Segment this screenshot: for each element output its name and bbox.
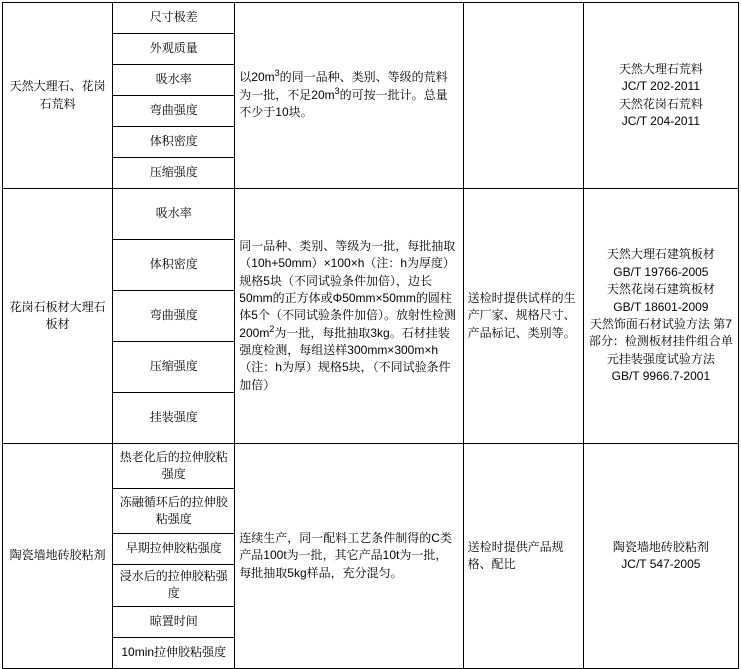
standard-line: 天然饰面石材试验方法 第7部分：检测板材挂件组合单元挂装强度试验方法 <box>588 317 733 366</box>
item-cell: 体积密度 <box>113 127 235 158</box>
sampling-text-part: 同一品种、类别、等级为一批，每批抽取（10h+50mm）×100×h（注：h为厚度）规格5块（不同试验条件加倍），边长50mm的正方体或Φ50mm×50mm的圆柱体5个（不同试验条件加倍）。放射性检测$200m^2$为一批，每批抽取3kg。石材挂装强度检测，每组送样300mm×300m×h（注：h为厚）规格5块，（不同试验条件加倍） <box>239 238 456 392</box>
item-cell: 晾置时间 <box>113 606 235 637</box>
item-cell: 弯曲强度 <box>113 96 235 127</box>
item-cell: 吸水率 <box>113 189 235 240</box>
item-cell: 外观质量 <box>113 34 235 65</box>
item-cell: 浸水后的拉伸胶粘强度 <box>113 565 235 607</box>
category-cell-1: 天然大理石、花岗石荒料 <box>3 3 113 189</box>
document-page <box>0 2 741 660</box>
item-cell: 压缩强度 <box>113 342 235 393</box>
standard-cell-1 <box>583 3 738 189</box>
standard-cell-3 <box>583 444 738 669</box>
item-cell: 吸水率 <box>113 65 235 96</box>
standard-line: JC/T 547-2005 <box>621 556 701 571</box>
table-row <box>3 189 739 240</box>
superscript: 3 <box>274 68 280 79</box>
category-cell-2: 花岗石板材大理石板材 <box>3 189 113 444</box>
standard-cell-2 <box>583 189 738 444</box>
standard-line: JC/T 204-2011 <box>621 113 701 128</box>
sampling-text-part: 以$20m^3$的同一品种、类别、等级的荒料为一批，不足$20m^3$的可按一批计。总量不少于10块。 <box>239 68 448 120</box>
standard-line: 天然大理石荒料 <box>618 61 703 76</box>
provide-cell-3: 送检时提供产品规格、配比 <box>463 444 583 669</box>
standard-line: 天然花岗石建筑板材 <box>606 282 715 297</box>
item-cell: 弯曲强度 <box>113 291 235 342</box>
sampling-cell-2 <box>235 189 463 444</box>
sampling-text-part: 连续生产，同一配料工艺条件制得的C类产品100t为一批，其它产品10t为一批，每批抽取5kg样品，充分混匀。 <box>239 530 452 580</box>
item-cell: 10min拉伸胶粘强度 <box>113 637 235 668</box>
category-cell-3: 陶瓷墙地砖胶粘剂 <box>3 444 113 669</box>
standard-line: 天然花岗石荒料 <box>618 96 703 111</box>
specification-table <box>2 2 739 669</box>
provide-cell-2: 送检时提供试样的生产厂家、规格尺寸、产品标记、类别等。 <box>463 189 583 444</box>
item-cell: 热老化后的拉伸胶粘强度 <box>113 444 235 489</box>
sampling-cell-3 <box>235 444 463 669</box>
table-row <box>3 444 739 489</box>
superscript: 3 <box>334 85 340 96</box>
standard-line: 陶瓷墙地砖胶粘剂 <box>612 539 709 554</box>
item-cell: 体积密度 <box>113 240 235 291</box>
superscript: 2 <box>269 323 275 334</box>
standard-line: GB/T 18601-2009 <box>613 299 709 314</box>
standard-line: JC/T 202-2011 <box>621 79 701 94</box>
sampling-cell-1 <box>235 3 463 189</box>
standard-line: GB/T 9966.7-2001 <box>611 369 711 384</box>
item-cell: 冻融循环后的拉伸胶粘强度 <box>113 489 235 534</box>
standard-line: 天然大理石建筑板材 <box>606 247 715 262</box>
item-cell: 尺寸极差 <box>113 3 235 34</box>
provide-cell-1 <box>463 3 583 189</box>
table-row <box>3 3 739 34</box>
item-cell: 压缩强度 <box>113 158 235 189</box>
standard-line: GB/T 19766-2005 <box>613 264 709 279</box>
item-cell: 早期拉伸胶粘强度 <box>113 534 235 565</box>
item-cell: 挂装强度 <box>113 393 235 444</box>
